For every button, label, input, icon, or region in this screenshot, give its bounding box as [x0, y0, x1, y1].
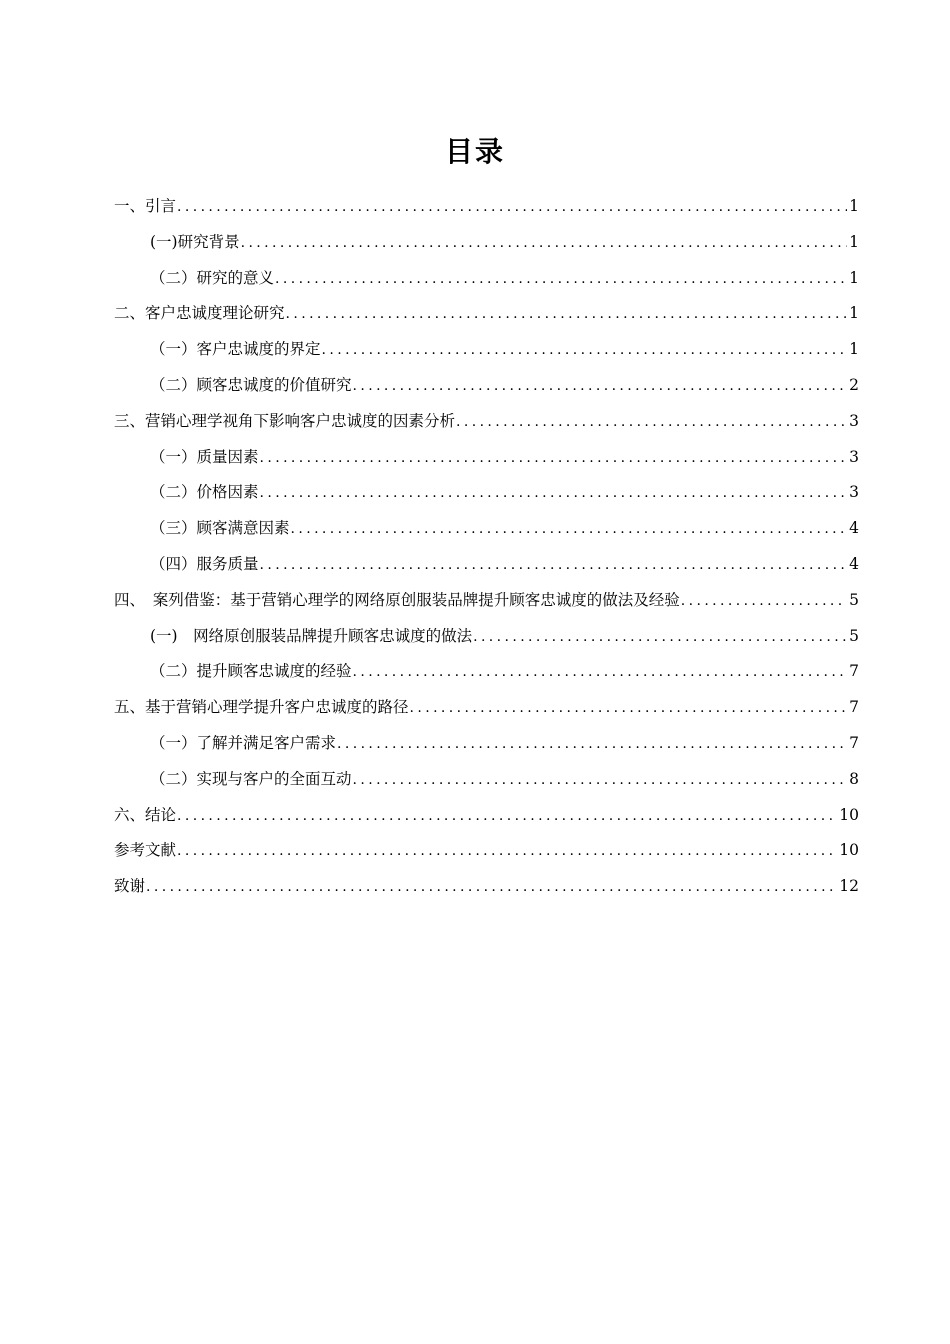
toc-dot-leader [456, 404, 847, 439]
toc-page-number: 3 [849, 411, 859, 430]
toc-entry[interactable] [114, 797, 859, 833]
toc-dot-leader [260, 547, 848, 582]
toc-page-number: 5 [849, 626, 859, 645]
toc-dot-leader [286, 296, 848, 331]
toc-entry-title: （二）顾客忠诚度的价值研究 [150, 375, 352, 394]
toc-entry-title: （二）实现与客户的全面互动 [150, 769, 352, 788]
toc-page-number: 1 [849, 268, 859, 287]
toc-dot-leader [177, 189, 847, 224]
toc-entry-title: 五、基于营销心理学提升客户忠诚度的路径 [114, 698, 409, 717]
toc-entry-title: （二）研究的意义 [150, 268, 275, 287]
toc-entry-title: 参考文献 [114, 841, 177, 860]
toc-page-number: 1 [849, 304, 859, 323]
toc-page-number: 2 [849, 375, 859, 394]
toc-dot-leader [337, 726, 847, 761]
toc-page-number: 1 [849, 340, 859, 359]
toc-entry[interactable] [114, 653, 859, 689]
toc-dot-leader [146, 869, 837, 904]
toc-entry[interactable] [114, 367, 859, 403]
toc-entry-title: （一）了解并满足客户需求 [150, 733, 337, 752]
toc-dot-leader [241, 225, 848, 260]
toc-dot-leader [177, 833, 837, 868]
toc-entry-title: 致谢 [114, 877, 146, 896]
toc-page-number: 3 [849, 483, 859, 502]
toc-entry[interactable] [114, 510, 859, 546]
toc-dot-leader [353, 654, 848, 689]
toc-page-number: 4 [849, 519, 859, 538]
toc-entry-title: 三、营销心理学视角下影响客户忠诚度的因素分析 [114, 411, 456, 430]
toc-dot-leader [291, 511, 848, 546]
toc-page-number: 12 [839, 877, 859, 896]
toc-entry[interactable] [114, 188, 859, 224]
toc-entry-title: （三）顾客满意因素 [150, 519, 290, 538]
toc-page-number: 7 [849, 662, 859, 681]
toc-page-number: 7 [849, 698, 859, 717]
toc-dot-leader [410, 690, 848, 725]
toc-entry-title: 一、引言 [114, 197, 177, 215]
toc-entry[interactable] [114, 403, 859, 439]
toc-page-number: 10 [839, 841, 859, 860]
toc-entry[interactable] [114, 618, 859, 654]
toc-entry[interactable] [114, 582, 859, 618]
toc-entry[interactable] [114, 832, 859, 868]
toc-entry[interactable] [114, 725, 859, 761]
toc-page-number: 4 [849, 554, 859, 573]
toc-entry-title: （二）价格因素 [150, 483, 259, 502]
toc-page-number: 1 [849, 232, 859, 251]
toc-dot-leader [353, 762, 848, 797]
toc-entry-title: 二、客户忠诚度理论研究 [114, 304, 285, 323]
toc-entry[interactable] [114, 689, 859, 725]
toc-page-number: 5 [849, 590, 859, 609]
toc-page-number: 7 [849, 733, 859, 752]
toc-entry-title: （一）客户忠诚度的界定 [150, 340, 321, 359]
toc-dot-leader [353, 368, 848, 403]
toc-entry[interactable] [114, 295, 859, 331]
toc-entry-title: （一）质量因素 [150, 447, 259, 466]
toc-dot-leader [260, 440, 848, 475]
toc-dot-leader [260, 475, 848, 510]
toc-page-number: 3 [849, 447, 859, 466]
toc-entry-title: 四、 案列借鉴：基于营销心理学的网络原创服装品牌提升顾客忠诚度的做法及经验 [114, 590, 680, 609]
toc-entry[interactable] [114, 474, 859, 510]
toc-entry-title: (一)研究背景 [150, 232, 240, 251]
toc-entry-title: （四）服务质量 [150, 554, 259, 573]
toc-entry-title: (一) 网络原创服装品牌提升顾客忠诚度的做法 [150, 626, 473, 645]
toc-dot-leader [177, 798, 837, 833]
toc-entry[interactable] [114, 761, 859, 797]
toc-entry[interactable] [114, 260, 859, 296]
table-of-contents [114, 188, 859, 904]
toc-entry[interactable] [114, 439, 859, 475]
toc-entry[interactable] [114, 224, 859, 260]
toc-page-number: 1 [849, 197, 859, 215]
toc-entry[interactable] [114, 868, 859, 904]
toc-entry[interactable] [114, 331, 859, 367]
toc-entry-title: （二）提升顾客忠诚度的经验 [150, 662, 352, 681]
toc-page-number: 10 [839, 805, 859, 824]
toc-dot-leader [322, 332, 848, 367]
toc-entry-title: 六、结论 [114, 805, 177, 824]
toc-dot-leader [681, 583, 847, 618]
toc-entry[interactable] [114, 546, 859, 582]
toc-dot-leader [473, 619, 847, 654]
toc-dot-leader [275, 261, 847, 296]
toc-page-number: 8 [849, 769, 859, 788]
page-title: 目录 [444, 135, 505, 168]
